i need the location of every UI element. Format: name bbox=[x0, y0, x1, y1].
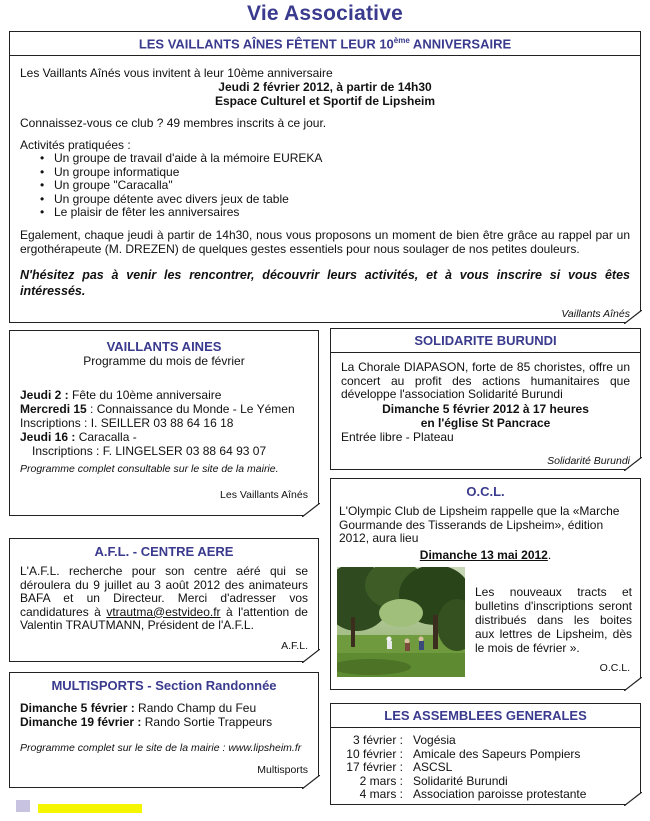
ocl-side-text: Les nouveaux tracts et bulletins d'inscriptions seront distribués dans les boites aux lettres de Lipsheim, dès le mois de février ». bbox=[475, 585, 632, 655]
page-fold-icon bbox=[624, 457, 642, 471]
park-photo-image bbox=[337, 567, 465, 677]
table-row: 10 février : Amicale des Sapeurs Pompiers bbox=[346, 746, 581, 761]
vaillants-title: VAILLANTS AINES bbox=[106, 339, 222, 354]
page-title: Vie Associative bbox=[247, 2, 403, 25]
solidarite-date: Dimanche 5 février 2012 à 17 heures bbox=[382, 401, 589, 416]
vaillants-subtitle: Programme du mois de février bbox=[83, 354, 245, 368]
solidarite-box bbox=[330, 328, 641, 470]
table-row: 2 mars : Solidarité Burundi bbox=[359, 773, 508, 788]
vaillants-note: Programme complet consultable sur le site de la mairie. bbox=[20, 463, 279, 475]
vaillants-event-3-inscription: Inscriptions : F. LINGELSER 03 88 64 93 07 bbox=[32, 444, 267, 458]
multisports-rando-2: Dimanche 19 février : Rando Sortie Trappeurs bbox=[20, 715, 273, 729]
footer-square bbox=[16, 800, 30, 812]
list-item: • Un groupe de travail d'aide à la mémoire EUREKA bbox=[40, 152, 630, 166]
afl-box bbox=[9, 538, 319, 662]
anniversary-title: LES VAILLANTS AÎNES FÊTENT LEUR 10ème ANNIVERSAIRE bbox=[10, 32, 640, 56]
activities-label: Activités pratiquées : bbox=[20, 138, 131, 153]
page-fold-icon bbox=[302, 775, 320, 789]
list-item: • Un groupe "Caracalla" bbox=[40, 179, 630, 193]
multisports-title: MULTISPORTS - Section Randonnée bbox=[51, 678, 277, 693]
vaillants-signature: Les Vaillants Aînés bbox=[220, 489, 308, 501]
anniversary-intro: Les Vaillants Aînés vous invitent à leur 10ème anniversaire bbox=[20, 66, 333, 81]
multisports-note: Programme complet sur le site de la mairie : www.lipsheim.fr bbox=[20, 742, 302, 754]
ocl-date: Dimanche 13 mai 2012. bbox=[419, 547, 552, 562]
assemblees-box bbox=[330, 703, 641, 805]
ocl-signature: O.C.L. bbox=[599, 662, 630, 674]
vaillants-event-2-inscription: Inscriptions : I. SEILLER 03 88 64 16 18 bbox=[20, 416, 234, 430]
table-row: 17 février : ASCSL bbox=[346, 760, 453, 774]
afl-title: A.F.L. - CENTRE AERE bbox=[94, 544, 234, 559]
anniversary-question: Connaissez-vous ce club ? 49 membres inscrits à ce jour. bbox=[20, 116, 327, 131]
afl-email-link[interactable]: vtrautma@estvideo.fr bbox=[106, 604, 221, 619]
table-row: 3 février : Vogésia bbox=[352, 733, 456, 747]
list-item: • Un groupe informatique bbox=[40, 166, 630, 180]
assemblees-title: LES ASSEMBLEES GENERALES bbox=[331, 704, 640, 728]
park-photo bbox=[337, 567, 465, 677]
vaillants-event-2: Mercredi 15 : Connaissance du Monde - Le Yémen bbox=[20, 402, 295, 416]
page-fold-icon bbox=[302, 649, 320, 663]
list-item: • Un groupe détente avec divers jeux de table bbox=[40, 193, 630, 207]
anniversary-place: Espace Culturel et Sportif de Lipsheim bbox=[214, 94, 436, 109]
multisports-rando-1: Dimanche 5 février : Rando Champ du Feu bbox=[20, 701, 257, 715]
page-fold-icon bbox=[302, 503, 320, 517]
list-item: • Le plaisir de fêter les anniversaires bbox=[40, 206, 630, 220]
ocl-title: O.C.L. bbox=[466, 484, 505, 499]
anniversary-call: N'hésitez pas à venir les rencontrer, découvrir leurs activités, et à vous inscrire si vous êtes intéressés. bbox=[20, 267, 630, 298]
vaillants-event-3: Jeudi 16 : Caracalla - bbox=[20, 430, 137, 444]
page-fold-icon bbox=[624, 677, 642, 691]
afl-signature: A.F.L. bbox=[281, 639, 308, 652]
ocl-box bbox=[330, 478, 641, 690]
table-row: 4 mars : Association paroisse protestante bbox=[359, 787, 587, 801]
vaillants-box bbox=[9, 330, 319, 516]
activities-list bbox=[40, 152, 630, 220]
solidarite-place: en l'église St Pancrace bbox=[420, 415, 551, 430]
page-fold-icon bbox=[624, 792, 642, 806]
solidarite-text: La Chorale DIAPASON, forte de 85 choristes, offre un concert au profit des actions humanitaires que développe l'association Solidarité Burundi bbox=[341, 360, 630, 401]
footer-highlight-bar bbox=[38, 804, 142, 813]
afl-text: L'A.F.L. recherche pour son centre aéré qui se déroulera du 9 juillet au 3 août 2012 des animateurs BAFA et un Directeur. Merci d'adresser vos candidatures à vtrautma@estvideo.fr à l'attention de Valentin TRAUTMANN, Président de l'A.F.L. bbox=[20, 564, 308, 632]
solidarite-signature: Solidarité Burundi bbox=[547, 454, 630, 467]
anniversary-paragraph: Egalement, chaque jeudi à partir de 14h30, nous vous proposons un moment de bien être grâce au rappel par un ergothérapeute (M. DREZEN) de quelques gestes essentiels pour nous soulager de nos petites douleurs. bbox=[20, 227, 630, 257]
solidarite-title: SOLIDARITE BURUNDI bbox=[331, 329, 640, 353]
vaillants-event-1: Jeudi 2 : Fête du 10ème anniversaire bbox=[20, 388, 222, 402]
page-fold-icon bbox=[624, 310, 642, 324]
solidarite-entry: Entrée libre - Plateau bbox=[341, 429, 454, 444]
anniversary-box bbox=[9, 31, 641, 323]
multisports-signature: Multisports bbox=[257, 764, 308, 776]
ocl-text: L'Olympic Club de Lipsheim rappelle que la «Marche Gourmande des Tisserands de Lipsheim», édition 2012, aura lieu bbox=[339, 504, 620, 545]
multisports-box bbox=[9, 672, 319, 788]
anniversary-date: Jeudi 2 février 2012, à partir de 14h30 bbox=[218, 80, 432, 95]
anniversary-signature: Vaillants Aînés bbox=[561, 307, 630, 320]
